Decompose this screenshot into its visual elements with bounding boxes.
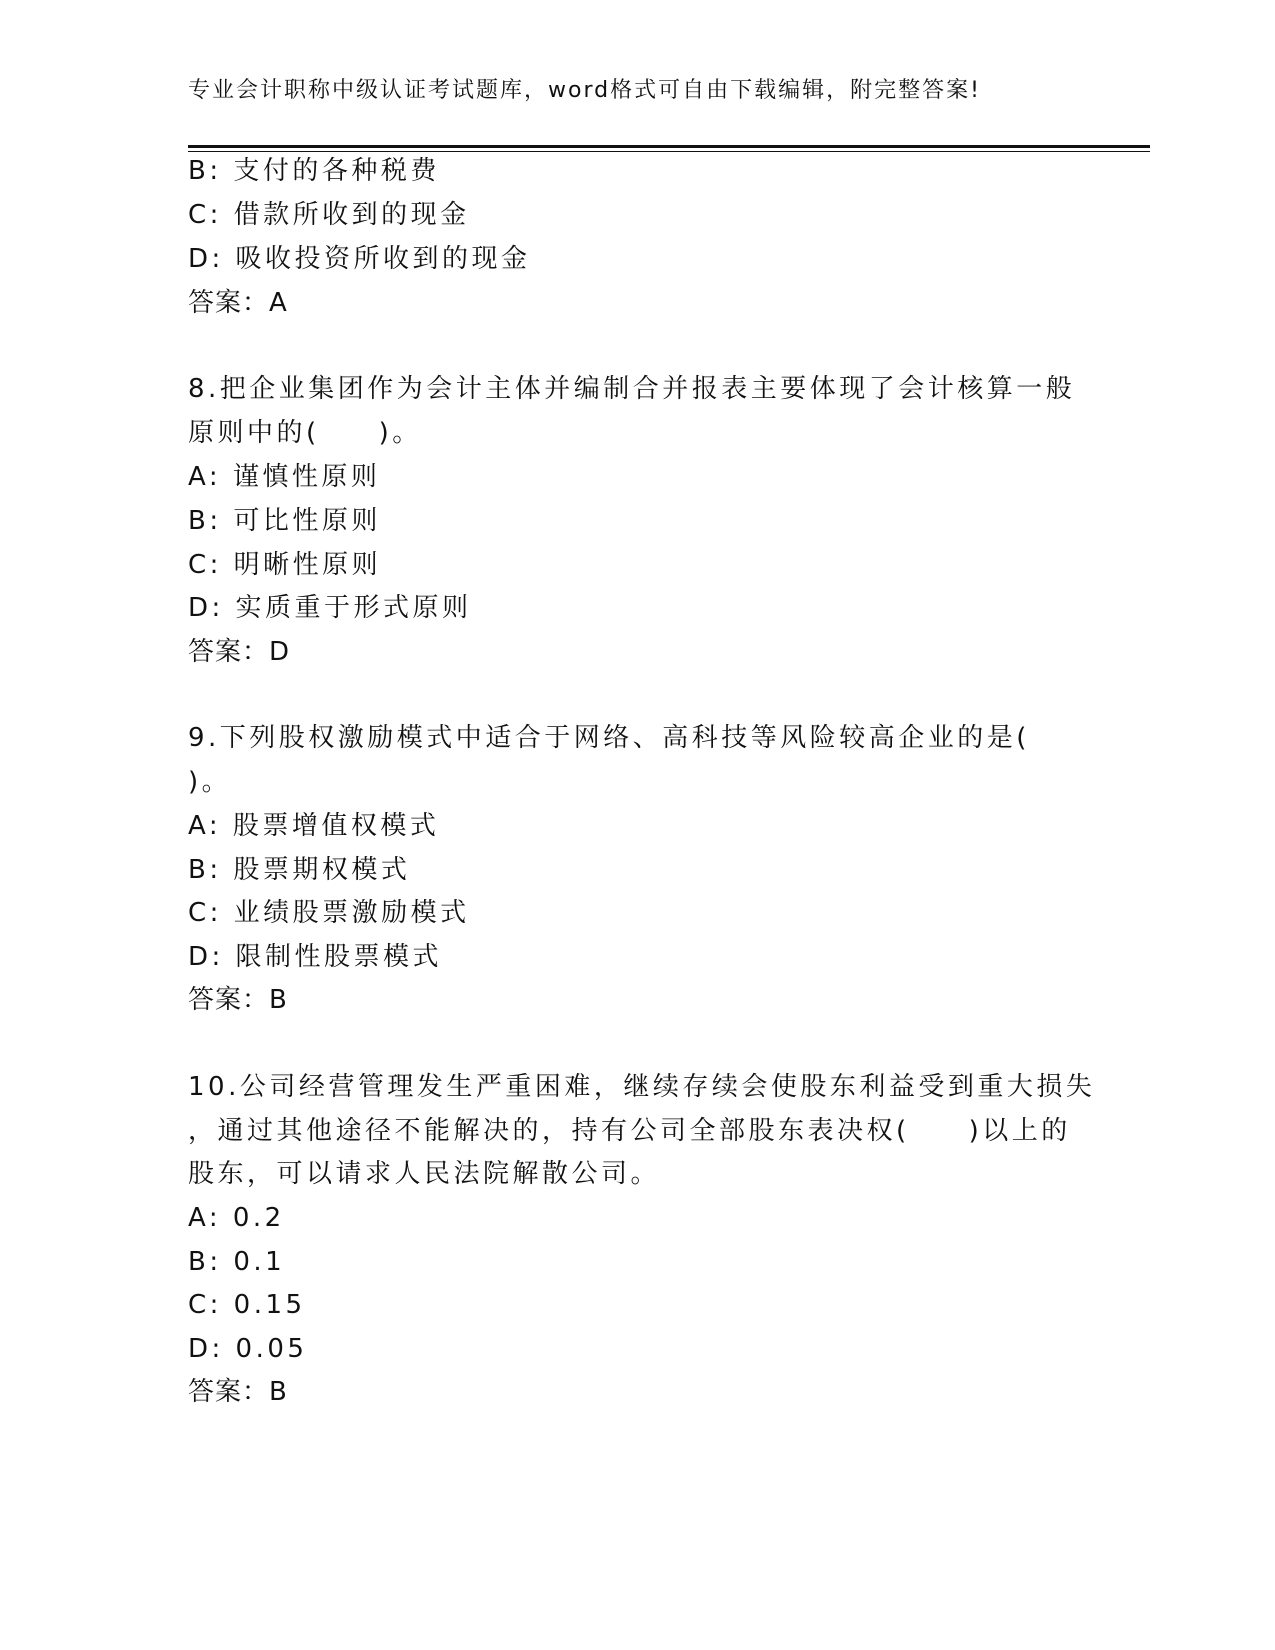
option-c: C: 借款所收到的现金 — [188, 200, 470, 230]
option-c: C: 业绩股票激励模式 — [188, 898, 470, 928]
question-text: 股东，可以请求人民法院解散公司。 — [188, 1159, 661, 1189]
question-text: 原则中的( )。 — [188, 418, 422, 448]
option-b: B: 支付的各种税费 — [188, 156, 440, 186]
option-d: D: 限制性股票模式 — [188, 942, 443, 972]
answer-line: 答案：A — [188, 288, 288, 318]
question-text: 9.下列股权激励模式中适合于网络、高科技等风险较高企业的是( — [188, 723, 1030, 753]
question-text: )。 — [188, 767, 232, 797]
question-text: 10.公司经营管理发生严重困难，继续存续会使股东利益受到重大损失 — [188, 1072, 1096, 1102]
option-d: D: 0.05 — [188, 1334, 308, 1364]
option-b: B: 0.1 — [188, 1247, 286, 1277]
option-a: A: 0.2 — [188, 1203, 285, 1233]
header-divider-thick — [188, 145, 1150, 148]
option-c: C: 0.15 — [188, 1290, 306, 1320]
option-b: B: 股票期权模式 — [188, 855, 411, 885]
page-header: 专业会计职称中级认证考试题库，word格式可自由下载编辑，附完整答案! — [188, 78, 981, 103]
option-d: D: 实质重于形式原则 — [188, 593, 472, 623]
answer-line: 答案：D — [188, 637, 291, 667]
option-c: C: 明晰性原则 — [188, 550, 382, 580]
answer-line: 答案：B — [188, 985, 288, 1015]
question-text: 8.把企业集团作为会计主体并编制合并报表主要体现了会计核算一般 — [188, 374, 1076, 404]
option-a: A: 谨慎性原则 — [188, 462, 381, 492]
option-b: B: 可比性原则 — [188, 506, 381, 536]
option-a: A: 股票增值权模式 — [188, 811, 440, 841]
question-text: ，通过其他途径不能解决的，持有公司全部股东表决权( )以上的 — [188, 1116, 1071, 1146]
option-d: D: 吸收投资所收到的现金 — [188, 244, 531, 274]
answer-line: 答案：B — [188, 1377, 288, 1407]
